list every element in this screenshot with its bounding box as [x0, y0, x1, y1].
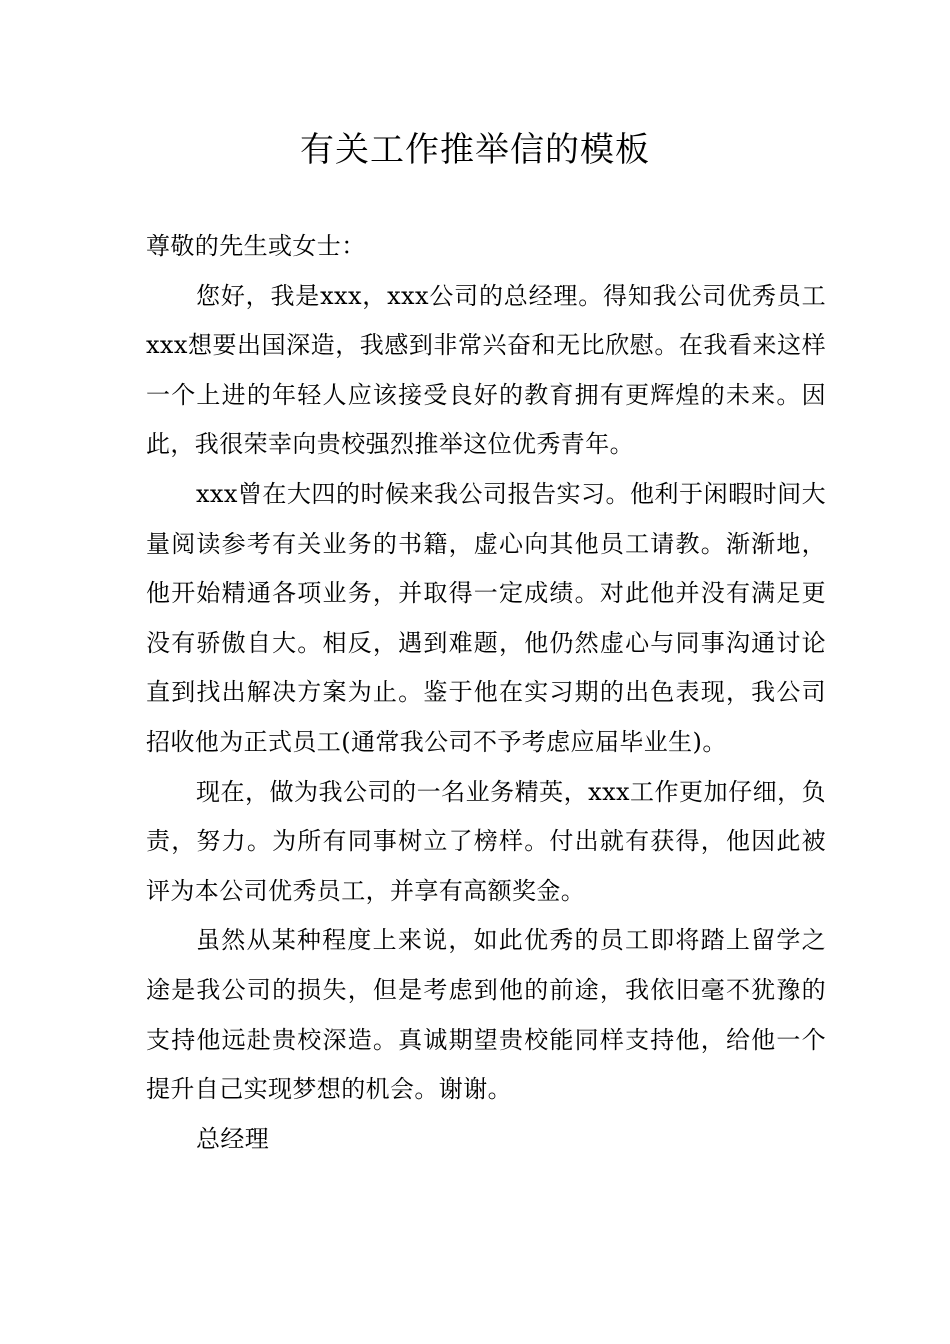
paragraph-support: 虽然从某种程度上来说，如此优秀的员工即将踏上留学之途是我公司的损失，但是考虑到他的前途，我依旧毫不犹豫的支持他远赴贵校深造。真诚期望贵校能同样支持他，给他一个提升自己实现梦想的机会。谢谢。 — [146, 926, 826, 1104]
salutation: 尊敬的先生或女士： — [146, 232, 366, 260]
document-title: 有关工作推举信的模板 — [300, 130, 650, 170]
paragraph-current-role: 现在，做为我公司的一名业务精英，xxx工作更加仔细，负责，努力。为所有同事树立了榜样。付出就有获得，他因此被评为本公司优秀员工，并享有高额奖金。 — [146, 777, 826, 905]
paragraph-intro: 您好，我是xxx，xxx公司的总经理。得知我公司优秀员工xxx想要出国深造，我感到非常兴奋和无比欣慰。在我看来这样一个上进的年轻人应该接受良好的教育拥有更辉煌的未来。因此，我很荣幸向贵校强烈推举这位优秀青年。 — [146, 281, 826, 459]
signature: 总经理 — [196, 1124, 270, 1153]
paragraph-internship: xxx曾在大四的时候来我公司报告实习。他利于闲暇时间大量阅读参考有关业务的书籍，虚心向其他员工请教。渐渐地，他开始精通各项业务，并取得一定成绩。对此他并没有满足更没有骄傲自大。相反，遇到难题，他仍然虚心与同事沟通讨论直到找出解决方案为止。鉴于他在实习期的出色表现，我公司招收他为正式员工(通常我公司不予考虑应届毕业生)。 — [146, 479, 826, 756]
letter-body — [146, 222, 826, 1164]
